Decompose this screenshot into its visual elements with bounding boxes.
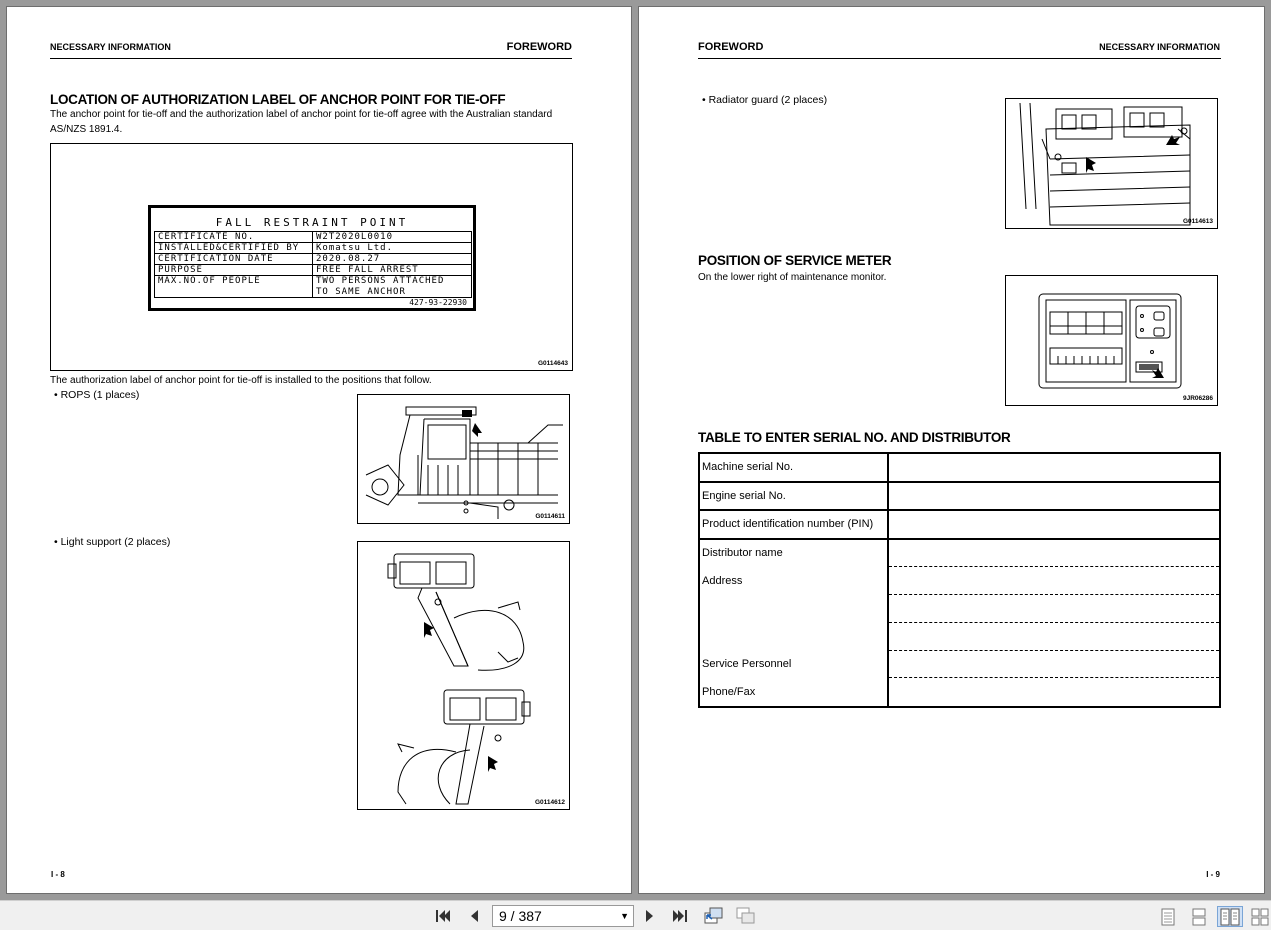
engine-serial-entry[interactable] [888, 482, 1220, 511]
navigation-toolbar [0, 900, 1271, 930]
figure-id: G0114643 [537, 360, 568, 367]
next-page-icon [644, 909, 656, 923]
next-page-button[interactable] [639, 906, 661, 926]
address-label: Address [702, 574, 743, 587]
light-support-drawing [358, 542, 570, 810]
continuous-page-icon [1192, 908, 1206, 926]
serial-table-heading: TABLE TO ENTER SERIAL NO. AND DISTRIBUTOR [698, 430, 1011, 445]
radiator-guard-figure [1005, 98, 1218, 229]
service-meter-text: On the lower right of maintenance monitor. [698, 272, 887, 283]
label-key: MAX.NO.OF PEOPLE [155, 276, 313, 298]
single-page-icon [1161, 908, 1175, 926]
page-indicator: 9 / 387 [499, 908, 542, 924]
last-page-icon [672, 909, 688, 923]
intro-line-2: AS/NZS 1891.4. [50, 124, 123, 135]
label-table [154, 231, 472, 298]
pin-entry[interactable] [888, 510, 1220, 539]
label-key: INSTALLED&CERTIFIED BY [155, 243, 313, 254]
label-part-code: 427-93-22930 [409, 298, 467, 307]
label-value: W2T2020L0010 [313, 232, 472, 243]
monitor-drawing [1006, 276, 1218, 406]
engine-serial-label: Engine serial No. [699, 482, 888, 511]
intro-line-1: The anchor point for tie-off and the authorization label of anchor point for tie-off agree with the Australian standard [50, 109, 553, 120]
page-number-select[interactable] [492, 905, 634, 927]
two-page-view-button[interactable] [1217, 906, 1243, 927]
page-left [6, 6, 632, 894]
right-header-section: NECESSARY INFORMATION [1099, 42, 1220, 52]
machine-serial-label: Machine serial No. [699, 453, 888, 482]
page-number-left: I - 8 [51, 870, 65, 879]
first-page-icon [435, 909, 451, 923]
label-value: TO SAME ANCHOR [313, 287, 472, 298]
fall-restraint-label-figure [50, 143, 573, 371]
continuous-view-button[interactable] [1186, 906, 1212, 927]
page-right [638, 6, 1265, 894]
service-meter-figure [1005, 275, 1218, 406]
pin-label: Product identification number (PIN) [699, 510, 888, 539]
rops-drawing [358, 395, 570, 524]
two-page-continuous-view-button[interactable] [1250, 906, 1270, 927]
two-page-continuous-icon [1251, 908, 1269, 926]
entry-line[interactable] [889, 651, 1219, 679]
bullet-rops: • ROPS (1 places) [54, 389, 140, 401]
label-value: Komatsu Ltd. [313, 243, 472, 254]
entry-line[interactable] [889, 678, 1219, 706]
single-page-view-button[interactable] [1155, 906, 1181, 927]
service-meter-heading: POSITION OF SERVICE METER [698, 253, 892, 268]
figure-id: G0114613 [1182, 218, 1213, 225]
previous-view-button[interactable] [702, 906, 724, 926]
previous-page-icon [468, 909, 480, 923]
entry-line[interactable] [889, 595, 1219, 623]
two-page-icon [1220, 908, 1240, 926]
distributor-entry-lines [889, 540, 1219, 707]
label-value: FREE FALL ARREST [313, 265, 472, 276]
page-number-right: I - 9 [1206, 870, 1220, 879]
last-page-button[interactable] [669, 906, 691, 926]
entry-line[interactable] [889, 567, 1219, 595]
first-page-button[interactable] [432, 906, 454, 926]
rops-figure [357, 394, 570, 524]
bullet-light-support: • Light support (2 places) [54, 536, 171, 548]
radiator-drawing [1006, 99, 1218, 229]
positions-text: The authorization label of anchor point for tie-off is installed to the positions that follow. [50, 375, 432, 386]
label-key: CERTIFICATE NO. [155, 232, 313, 243]
header-rule [50, 58, 572, 59]
distributor-labels [699, 539, 888, 708]
right-header-chapter: FOREWORD [698, 41, 764, 53]
serial-distributor-table [698, 452, 1221, 708]
label-title: FALL RESTRAINT POINT [215, 216, 409, 229]
dropdown-arrow-icon: ▼ [620, 911, 629, 921]
left-header-section: NECESSARY INFORMATION [50, 42, 171, 52]
label-key: PURPOSE [155, 265, 313, 276]
distributor-name-label: Distributor name [702, 546, 783, 559]
header-rule [698, 58, 1221, 59]
anchor-heading: LOCATION OF AUTHORIZATION LABEL OF ANCHOR POINT FOR TIE-OFF [50, 92, 506, 107]
label-value: 2020.08.27 [313, 254, 472, 265]
service-personnel-label: Service Personnel [702, 657, 792, 670]
machine-serial-entry[interactable] [888, 453, 1220, 482]
left-header-chapter: FOREWORD [506, 41, 572, 53]
previous-page-button[interactable] [463, 906, 485, 926]
figure-id: G0114611 [535, 513, 565, 520]
previous-view-icon [703, 907, 723, 925]
fall-restraint-label [148, 205, 476, 311]
next-view-icon [735, 907, 755, 925]
distributor-entry[interactable] [888, 539, 1220, 708]
label-value: TWO PERSONS ATTACHED [313, 276, 472, 287]
figure-id: 9JR06286 [1183, 395, 1213, 402]
label-key: CERTIFICATION DATE [155, 254, 313, 265]
entry-line[interactable] [889, 540, 1219, 568]
figure-id: G0114612 [534, 799, 565, 806]
phone-fax-label: Phone/Fax [702, 685, 756, 698]
bullet-radiator-guard: • Radiator guard (2 places) [702, 94, 828, 106]
entry-line[interactable] [889, 623, 1219, 651]
next-view-button[interactable] [734, 906, 756, 926]
light-support-figure [357, 541, 570, 810]
